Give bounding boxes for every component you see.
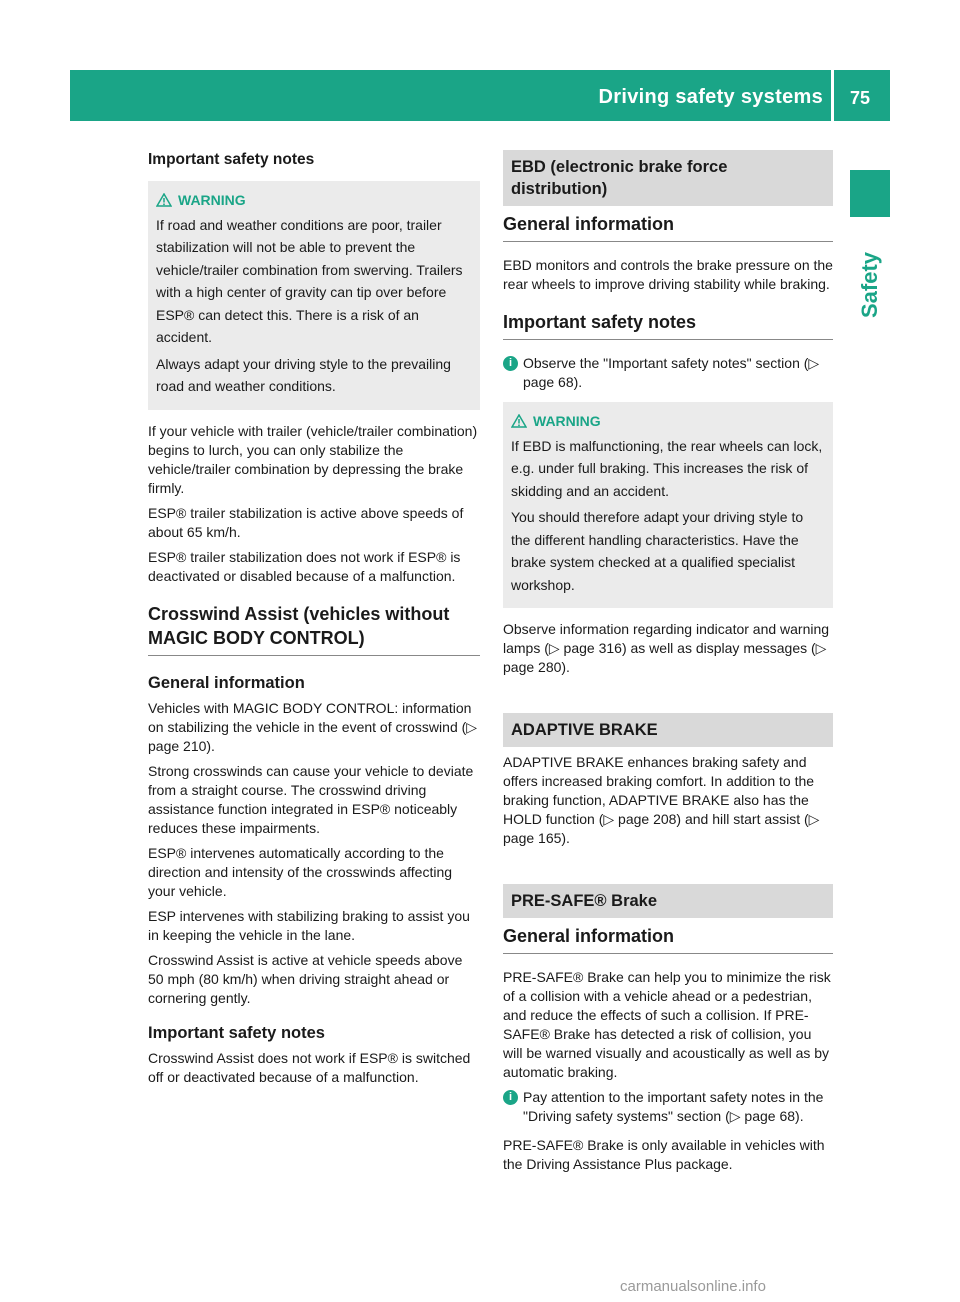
warning-text: You should therefore adapt your driving style to the different handling characteristics. Have the brake system checked at a qualified specialist workshop. — [511, 509, 804, 593]
paragraph: Crosswind Assist does not work if ESP® is switched off or deactivated because of a malfunction. — [148, 1049, 471, 1085]
side-tab-label-wrap — [850, 230, 890, 340]
paragraph: ADAPTIVE BRAKE enhances braking safety and offers increased braking comfort. In addition to the braking function, ADAPTIVE BRAKE also has the HOLD function (▷ page 208) and hill start assist (▷ page 165). — [503, 754, 820, 846]
heading-general-information: General information — [148, 673, 305, 692]
paragraph: ESP® trailer stabilization does not work if ESP® is deactivated or disabled because of a malfunction. — [148, 548, 461, 584]
info-icon: i — [503, 1090, 518, 1105]
page-number: 75 — [850, 88, 871, 108]
paragraph: Crosswind Assist is active at vehicle speeds above 50 mph (80 km/h) when driving straight ahead or cornering gently. — [148, 951, 463, 1006]
heading-crosswind-assist: Crosswind Assist (vehicles without MAGIC BODY CONTROL) — [148, 602, 480, 656]
paragraph: PRE-SAFE® Brake can help you to minimize the risk of a collision with a vehicle ahead or a pedestrian, and reduce the effects of such a collision. If PRE-SAFE® Brake has detected a risk of collision, you will be warned visually and acoustically as well as by automatic braking. — [503, 969, 831, 1080]
paragraph: EBD monitors and controls the brake pressure on the rear wheels to improve driving stability while braking. — [503, 257, 833, 292]
info-text: Observe the "Important safety notes" section (▷ page 68). — [523, 355, 820, 390]
warning-text: If road and weather conditions are poor, trailer stabilization will not be able to prevent the vehicle/trailer combination from swerving. Trailers with a high center of gravity can tip over before ESP® can detect this. There is a risk of an accident. — [156, 216, 463, 345]
heading-pre-safe-brake: PRE-SAFE® Brake — [503, 884, 833, 918]
left-column — [148, 150, 480, 1093]
heading-adaptive-brake: ADAPTIVE BRAKE — [503, 713, 833, 747]
section-title: Driving safety systems — [598, 86, 823, 108]
warning-text: If EBD is malfunctioning, the rear wheels can lock, e.g. under full braking. This increases the risk of skidding and an accident. — [511, 437, 823, 499]
warning-box-trailer — [148, 181, 480, 410]
warning-text: Always adapt your driving style to the prevailing road and weather conditions. — [156, 355, 451, 394]
info-note — [503, 354, 833, 392]
right-column — [503, 150, 833, 1180]
watermark: carmanualsonline.info — [620, 1278, 766, 1295]
warning-box-ebd — [503, 402, 833, 608]
paragraph: Strong crosswinds can cause your vehicle to deviate from a straight course. The crosswind driving assistance function integrated in ESP® noticeably reduces these impairments. — [148, 762, 474, 836]
warning-title: WARNING — [178, 192, 246, 208]
info-icon: i — [503, 356, 518, 371]
warning-triangle-icon — [156, 193, 172, 207]
info-text: Pay attention to the important safety notes in the "Driving safety systems" section (▷ page 68). — [523, 1089, 824, 1124]
info-note — [503, 1088, 833, 1126]
header-divider — [831, 70, 834, 121]
side-tab-label: Safety — [857, 251, 883, 319]
paragraph: ESP intervenes with stabilizing braking to assist you in keeping the vehicle in the lane. — [148, 907, 470, 943]
paragraph: ESP® trailer stabilization is active above speeds of about 65 km/h. — [148, 504, 464, 540]
paragraph: Vehicles with MAGIC BODY CONTROL: information on stabilizing the vehicle in the event of crosswind (▷ page 210). — [148, 699, 478, 754]
paragraph: ESP® intervenes automatically according to the direction and intensity of the crosswinds affecting your vehicle. — [148, 844, 453, 899]
heading-important-safety-notes: Important safety notes — [148, 1023, 325, 1042]
heading-ebd: EBD (electronic brake force distribution) — [503, 150, 833, 206]
heading-important-safety-notes: Important safety notes — [503, 310, 833, 340]
heading-general-information: General information — [503, 212, 833, 242]
paragraph: If your vehicle with trailer (vehicle/trailer combination) begins to lurch, you can only stabilize the vehicle/trailer combination by depressing the brake firmly. — [148, 422, 478, 496]
side-tab-marker — [850, 170, 890, 217]
heading-general-information: General information — [503, 924, 833, 954]
paragraph: PRE-SAFE® Brake is only available in vehicles with the Driving Assistance Plus package. — [503, 1137, 825, 1172]
heading-important-safety-notes: Important safety notes — [148, 151, 315, 168]
paragraph: Observe information regarding indicator and warning lamps (▷ page 316) as well as display messages (▷ page 280). — [503, 621, 830, 675]
warning-triangle-icon — [511, 414, 527, 428]
warning-title: WARNING — [533, 413, 601, 429]
